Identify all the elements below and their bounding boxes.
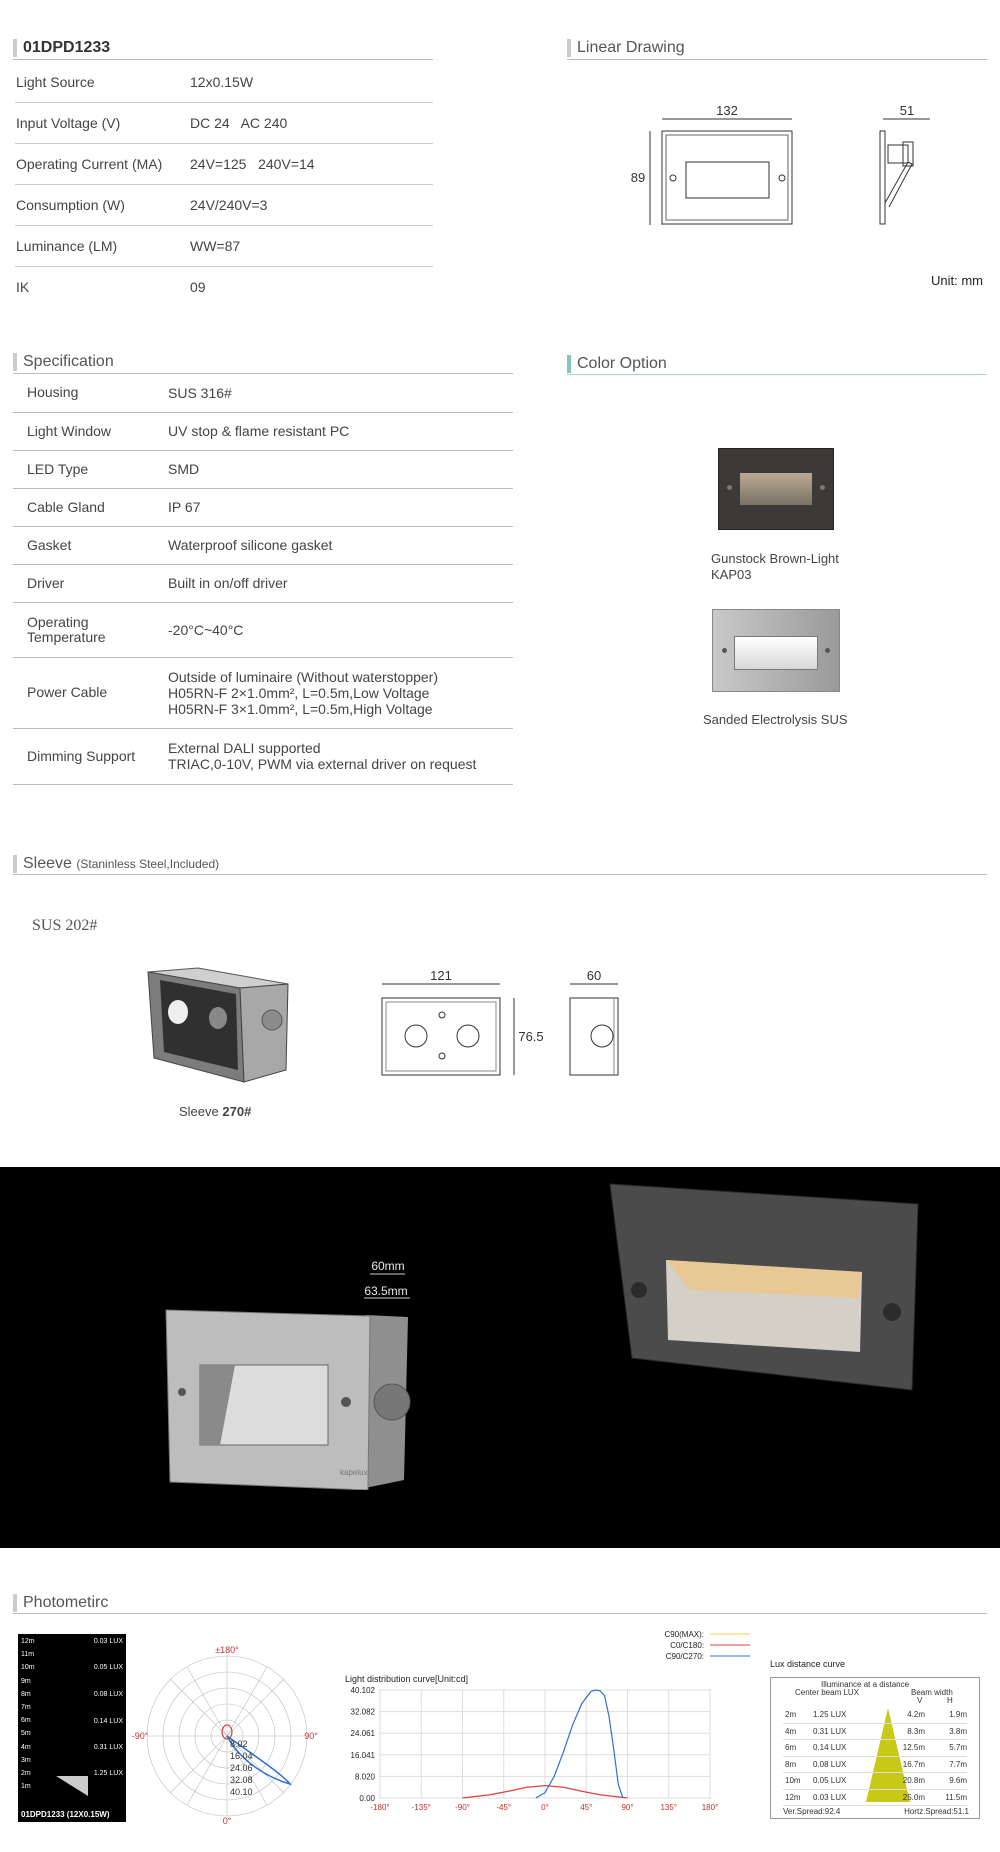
spec-row-label: Power Cable xyxy=(13,657,168,728)
lux-table-cell-h: 3.8m xyxy=(949,1726,967,1736)
lux-table-cell-v: 25.0m xyxy=(902,1792,925,1802)
spec-row xyxy=(13,374,513,412)
lux-strip-distances xyxy=(21,1638,35,1796)
sleeve-height-label: 76.5 xyxy=(518,1029,544,1044)
lux-strip-distance: 12m xyxy=(21,1638,35,1645)
lux-strip-distance: 6m xyxy=(21,1717,31,1725)
lux-table-cell-lux: 0.08 LUX xyxy=(813,1759,847,1769)
linear-drawing-title: Linear Drawing xyxy=(567,39,685,57)
polar-ring-label: 8.02 xyxy=(230,1739,248,1749)
sleeve-material: SUS 202# xyxy=(32,917,98,934)
product-row-value: DC 24 AC 240 xyxy=(189,103,433,144)
ldc-x-tick: -90° xyxy=(455,1803,470,1812)
spec-row-value: External DALI supported TRIAC,0-10V, PWM via external driver on request xyxy=(168,728,513,784)
ldc-x-tick: -135° xyxy=(411,1803,431,1812)
product-row xyxy=(15,267,433,308)
polar-bottom-label: 0° xyxy=(222,1816,232,1824)
spec-row-label: Gasket xyxy=(13,526,168,564)
photo-brand: kapelux xyxy=(340,1468,368,1477)
lux-strip-distance: 1m xyxy=(21,1783,31,1791)
lux-strip-lux-label: 1.25 LUX xyxy=(93,1770,123,1777)
color-option-1-name: Gunstock Brown-Light xyxy=(711,551,839,566)
lux-table-row xyxy=(783,1724,967,1741)
lux-strip-distance: 2m xyxy=(21,1769,31,1777)
product-row-value: WW=87 xyxy=(189,226,433,267)
lux-strip-lux-label: 0.05 LUX xyxy=(93,1664,123,1671)
product-row-label: IK xyxy=(16,279,30,295)
spec-row-value: Outside of luminaire (Without waterstopper) H05RN-F 2×1.0mm², L=0.5m,Low Voltage H05RN-F 3×1.0mm², L=0.5m,High Voltage xyxy=(168,657,513,728)
color-option-title: Color Option xyxy=(567,355,667,373)
product-row xyxy=(15,103,433,144)
lux-table-cell-lux: 0.14 LUX xyxy=(813,1743,847,1752)
spec-row-label: LED Type xyxy=(13,450,168,488)
product-code: 01DPD1233 xyxy=(13,39,110,57)
spec-row xyxy=(13,602,513,657)
lux-strip-lux-label: 0.31 LUX xyxy=(93,1744,123,1751)
linear-height-label: 89 xyxy=(630,170,646,185)
lux-table-row xyxy=(783,1707,967,1724)
lux-table-row xyxy=(783,1757,967,1774)
lux-table-cell-h: 9.6m xyxy=(949,1776,967,1785)
lux-table-cell-h: 11.5m xyxy=(945,1792,967,1802)
lux-strip-lux-label: 0.03 LUX xyxy=(93,1638,123,1645)
spec-row xyxy=(13,564,513,602)
linear-drawing xyxy=(620,95,950,235)
lux-table-h: H xyxy=(947,1696,953,1705)
sleeve-caption-code: 270# xyxy=(222,1104,252,1119)
polar-top-label: ±180° xyxy=(215,1645,239,1655)
lux-table-header: Illuminance at a distance xyxy=(821,1680,910,1689)
lux-table-cell-d: 12m xyxy=(785,1792,801,1802)
light-distribution-chart xyxy=(330,1630,750,1830)
lux-strip xyxy=(18,1634,126,1822)
sleeve-box-image xyxy=(140,960,300,1085)
spec-row-label: Housing xyxy=(13,374,168,412)
product-row-value: 24V/240V=3 xyxy=(189,185,433,226)
ldc-y-tick: 24.061 xyxy=(350,1729,375,1739)
sleeve-underline xyxy=(13,874,987,875)
lux-table-cell-lux: 0.05 LUX xyxy=(813,1776,847,1785)
sleeve-width-label: 121 xyxy=(430,968,452,983)
polar-left-label: -90° xyxy=(132,1731,149,1741)
ldc-x-tick: 135° xyxy=(660,1803,678,1812)
product-photo-gunstock xyxy=(606,1180,926,1400)
ldc-series-c90-c270 xyxy=(536,1690,623,1798)
spec-row-value: Built in on/off driver xyxy=(168,564,513,602)
lux-table-cell-v: 16.7m xyxy=(902,1759,925,1769)
spec-row-value: Waterproof silicone gasket xyxy=(168,526,513,564)
lux-table-cell-d: 10m xyxy=(785,1776,801,1785)
spec-row-label: Cable Gland xyxy=(13,488,168,526)
product-row-label: Operating Current (MA) xyxy=(15,144,189,185)
product-row xyxy=(15,185,433,226)
swatch-gunstock xyxy=(718,448,834,530)
ldc-x-tick: -180° xyxy=(370,1803,390,1812)
spec-row-label: Light Window xyxy=(13,412,168,450)
lux-strip-distance: 5m xyxy=(21,1730,31,1738)
lux-table-cell-v: 12.5m xyxy=(902,1743,925,1752)
product-row-value: 24V=125 240V=14 xyxy=(189,144,433,185)
ldc-legend-label: C0/C180: xyxy=(670,1641,704,1650)
lux-table-v-spread: Ver.Spread:92.4 xyxy=(783,1807,841,1816)
spec-row-value: UV stop & flame resistant PC xyxy=(168,412,513,450)
polar-chart xyxy=(132,1644,322,1824)
spec-row xyxy=(13,412,513,450)
ldc-x-tick: 90° xyxy=(621,1803,634,1812)
specification-title: Specification xyxy=(13,353,114,371)
lux-table-cell-v: 20.8m xyxy=(902,1776,925,1785)
spec-row xyxy=(13,488,513,526)
product-row-label: Light Source xyxy=(15,62,189,103)
photo-dim-63: 63.5mm xyxy=(364,1284,408,1298)
product-table xyxy=(15,62,433,307)
polar-right-label: 90° xyxy=(304,1731,318,1741)
ldc-y-tick: 0.00 xyxy=(359,1794,375,1803)
lux-strip-distance: 11m xyxy=(21,1651,35,1659)
photo-dim-60: 60mm xyxy=(371,1259,405,1273)
product-row-label: Consumption (W) xyxy=(15,185,189,226)
photometric-underline xyxy=(13,1613,987,1614)
ldc-x-tick: 45° xyxy=(580,1803,593,1812)
ldc-y-tick: 40.102 xyxy=(350,1686,375,1695)
front-view xyxy=(662,131,792,224)
lux-table-cell-v: 8.3m xyxy=(907,1726,925,1736)
spec-row xyxy=(13,450,513,488)
spec-table xyxy=(13,374,513,785)
sleeve-caption xyxy=(179,1104,251,1119)
sleeve-drawing xyxy=(370,966,630,1086)
spec-row-value: IP 67 xyxy=(168,488,513,526)
polar-ring-label: 40.10 xyxy=(230,1787,253,1797)
ldc-x-tick: 0° xyxy=(541,1803,549,1812)
lux-strip-lux-label: 0.08 LUX xyxy=(93,1691,123,1698)
lux-table-cell-lux: 1.25 LUX xyxy=(813,1710,847,1719)
ldc-x-tick: -45° xyxy=(496,1803,512,1812)
lux-table-cell-lux: 0.03 LUX xyxy=(813,1792,847,1802)
ldc-y-tick: 32.082 xyxy=(350,1707,375,1717)
color-option-1-code: KAP03 xyxy=(711,567,752,582)
lux-distance-title: Lux distance curve xyxy=(770,1659,846,1669)
lux-table-cell-lux: 0.31 LUX xyxy=(813,1726,847,1736)
ldc-title: Light distribution curve[Unit:cd] xyxy=(345,1674,469,1684)
product-row xyxy=(15,144,433,185)
ldc-legend-label: C90/C270: xyxy=(665,1652,704,1661)
unit-label: Unit: mm xyxy=(931,273,983,288)
ldc-x-tick: 180° xyxy=(701,1803,719,1812)
lux-table-row xyxy=(783,1740,967,1757)
lux-table-cell-h: 5.7m xyxy=(949,1743,967,1752)
lux-table-cell-d: 4m xyxy=(785,1726,797,1736)
lux-strip-distance: 10m xyxy=(21,1664,35,1672)
product-row-value: 09 xyxy=(190,279,206,295)
lux-table-v: V xyxy=(917,1696,923,1705)
lux-table-row xyxy=(783,1790,967,1807)
spec-row xyxy=(13,728,513,784)
sleeve-depth-label: 60 xyxy=(586,968,602,983)
product-photo-stainless xyxy=(160,1250,430,1490)
linear-width-label: 132 xyxy=(716,103,738,118)
linear-depth-label: 51 xyxy=(899,103,915,118)
sleeve-title xyxy=(13,855,219,873)
lux-table-cell-d: 6m xyxy=(785,1743,797,1752)
linear-drawing-underline xyxy=(567,59,987,60)
polar-ring-label: 16.04 xyxy=(230,1751,253,1761)
lux-table-col2: Beam width xyxy=(911,1688,953,1697)
lux-table-cell-h: 7.7m xyxy=(949,1759,967,1769)
lux-strip-distance: 3m xyxy=(21,1756,31,1764)
photometric-title: Photometirc xyxy=(13,1594,108,1612)
sleeve-caption-prefix: Sleeve xyxy=(179,1104,223,1119)
polar-ring-label: 32.08 xyxy=(230,1775,253,1785)
lux-strip-distance: 7m xyxy=(21,1703,31,1711)
sleeve-subtitle: (Staninless Steel,Included) xyxy=(76,857,220,871)
lux-strip-distance: 9m xyxy=(21,1677,31,1685)
spec-row xyxy=(13,657,513,728)
lux-strip-lux-label: 0.14 LUX xyxy=(93,1718,123,1725)
color-option-underline xyxy=(567,374,987,375)
ldc-legend-label: C90(MAX): xyxy=(664,1630,704,1639)
lux-table-row xyxy=(783,1773,967,1790)
polar-ring-label: 24.06 xyxy=(230,1763,253,1773)
lux-table-col1: Center beam LUX xyxy=(795,1688,860,1697)
lux-table-cell-v: 4.2m xyxy=(907,1710,925,1719)
spec-row-label: Dimming Support xyxy=(13,728,168,784)
product-row-value: 12x0.15W xyxy=(189,62,433,103)
lux-strip-distance: 8m xyxy=(21,1690,31,1698)
lux-table-h-spread: Hortz.Spread:51.1 xyxy=(904,1807,969,1816)
lux-strip-distance: 4m xyxy=(21,1743,31,1751)
swatch-sanded-sus xyxy=(712,609,840,692)
product-row xyxy=(15,62,433,103)
spec-row xyxy=(13,526,513,564)
lux-table-cell-d: 8m xyxy=(785,1759,797,1769)
lux-table-cell-h: 1.9m xyxy=(949,1710,967,1719)
lux-distance-table xyxy=(770,1677,980,1819)
spec-row-label: Operating Temperature xyxy=(13,602,168,657)
ldc-y-tick: 8.020 xyxy=(354,1772,375,1782)
spec-row-value: SUS 316# xyxy=(168,374,513,412)
product-row-label: Luminance (LM) xyxy=(15,226,189,267)
product-row xyxy=(15,226,433,267)
side-view xyxy=(880,131,885,224)
spec-row-value: -20°C~40°C xyxy=(168,602,513,657)
lux-table-cell-d: 2m xyxy=(785,1710,797,1719)
color-option-2-name: Sanded Electrolysis SUS xyxy=(703,712,848,727)
product-row-label: Input Voltage (V) xyxy=(15,103,189,144)
lux-strip-footer: 01DPD1233 (12X0.15W) xyxy=(21,1810,110,1819)
product-code-underline xyxy=(13,59,433,60)
sleeve-title-text: Sleeve xyxy=(23,855,72,872)
spec-row-value: SMD xyxy=(168,450,513,488)
spec-row-label: Driver xyxy=(13,564,168,602)
ldc-y-tick: 16.041 xyxy=(350,1750,375,1760)
